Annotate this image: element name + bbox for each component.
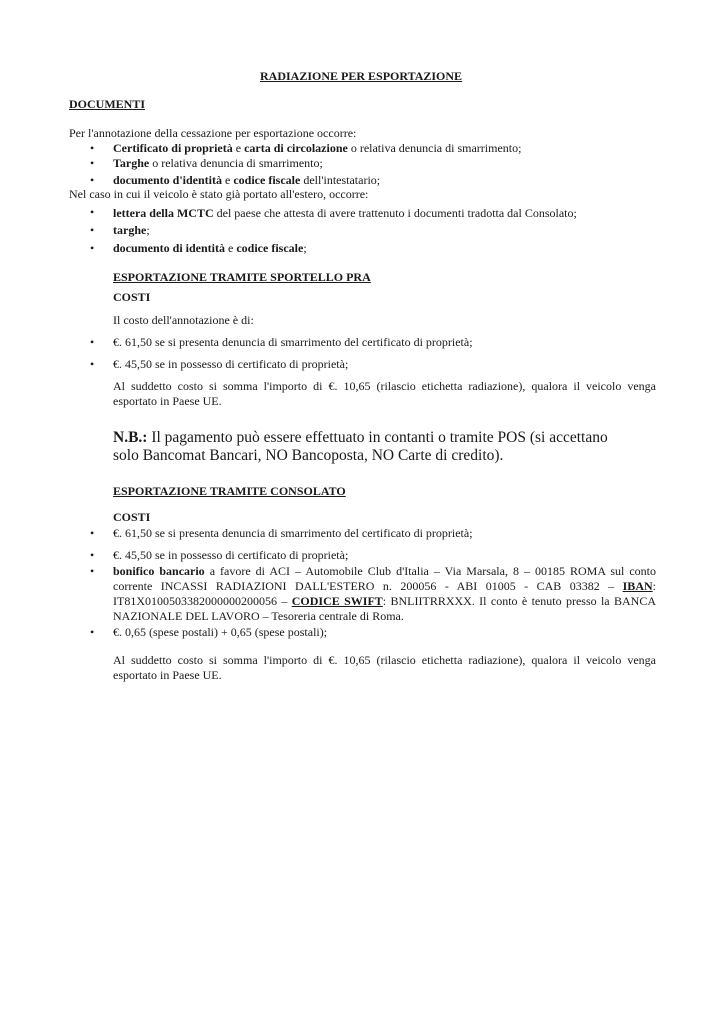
cost-item: €. 45,50 se in possesso di certificato di proprietà;: [113, 357, 349, 371]
bullet-icon: •: [90, 223, 95, 237]
bold-text: carta di circolazione: [244, 141, 348, 155]
list-item: [113, 173, 380, 188]
text-run: : BNLIITRRXXX. Il conto è tenuto presso la BANCA NAZIONALE DEL LAVORO – Tesoreria centrale di Roma.: [113, 594, 657, 623]
bold-text: IBAN: [622, 579, 653, 593]
text-run: del paese che attesta di avere trattenuto i documenti tradotta dal Consolato;: [213, 206, 577, 220]
bold-text: targhe: [113, 223, 147, 237]
bullet-icon: •: [90, 526, 95, 540]
text-run: o relativa denuncia di smarrimento;: [149, 156, 323, 170]
text-run: a favore di ACI – Automobile Club d'Italia – Via Marsala, 8 – 00185 ROMA sul conto corrente INCASSI RADIAZIONI DALL'ESTERO n. 200056 - ABI 01005 - CAB 03382 –: [113, 564, 657, 593]
consulate-section-heading: ESPORTAZIONE TRAMITE CONSOLATO: [113, 484, 346, 498]
bullet-icon: •: [90, 548, 95, 562]
document-title: RADIAZIONE PER ESPORTAZIONE: [260, 69, 463, 83]
bank-transfer-details: [113, 564, 656, 624]
bullet-icon: •: [90, 335, 95, 349]
consulate-extra-cost: Al suddetto costo si somma l'importo di €. 10,65 (rilascio etichetta radiazione), qualora il veicolo venga esportato in Paese UE.: [113, 653, 656, 682]
bullet-icon: •: [90, 357, 95, 371]
payment-note: [113, 428, 608, 447]
cost-item: €. 61,50 se si presenta denuncia di smarrimento del certificato di proprietà;: [113, 526, 473, 540]
text-run: : IT81X0100503382000000200056 –: [113, 579, 656, 608]
bullet-icon: •: [90, 205, 95, 219]
pra-section-heading: ESPORTAZIONE TRAMITE SPORTELLO PRA: [113, 270, 371, 284]
bullet-icon: •: [90, 625, 95, 639]
abroad-intro-text: Nel caso in cui il veicolo è stato già portato all'estero, occorre:: [69, 187, 369, 201]
bullet-icon: •: [90, 173, 95, 187]
pra-costs-heading: COSTI: [113, 290, 151, 304]
note-line-1: Il pagamento può essere effettuato in contanti o tramite POS (si accettano: [147, 429, 608, 446]
bold-text: documento d'identità: [113, 173, 223, 187]
text-run: o relativa denuncia di smarrimento;: [347, 141, 522, 155]
bold-text: lettera della MCTC: [113, 206, 214, 220]
list-item: [113, 206, 577, 221]
bold-text: codice fiscale: [233, 173, 301, 187]
bold-text: Targhe: [113, 156, 150, 170]
pra-extra-cost: Al suddetto costo si somma l'importo di €. 10,65 (rilascio etichetta radiazione), qualora il veicolo venga esportato in Paese UE.: [113, 379, 656, 408]
text-run: ;: [303, 241, 307, 255]
text-run: ;: [146, 223, 150, 237]
bold-text: Certificato di proprietà: [113, 141, 233, 155]
pra-cost-intro: Il costo dell'annotazione è di:: [113, 313, 254, 327]
bold-text: documento di identità: [113, 241, 226, 255]
note-line-2: solo Bancomat Bancari, NO Bancoposta, NO Carte di credito).: [113, 447, 504, 464]
text-run: e: [222, 173, 234, 187]
note-label: N.B.:: [113, 429, 148, 446]
intro-text: Per l'annotazione della cessazione per esportazione occorre:: [69, 126, 357, 140]
documents-heading: DOCUMENTI: [69, 97, 146, 111]
postal-cost-item: €. 0,65 (spese postali) + 0,65 (spese postali);: [113, 625, 328, 639]
cost-item: €. 61,50 se si presenta denuncia di smarrimento del certificato di proprietà;: [113, 335, 473, 349]
bold-text: bonifico bancario: [113, 564, 205, 578]
bullet-icon: •: [90, 241, 95, 255]
list-item: [113, 241, 307, 256]
bullet-icon: •: [90, 564, 95, 578]
bold-text: codice fiscale: [236, 241, 304, 255]
text-run: e: [225, 241, 237, 255]
text-run: dell'intestatario;: [300, 173, 381, 187]
bold-text: CODICE SWIFT: [291, 594, 383, 608]
list-item: [113, 223, 150, 238]
consulate-costs-heading: COSTI: [113, 510, 151, 524]
list-item: [113, 156, 323, 171]
bullet-icon: •: [90, 156, 95, 170]
text-run: e: [232, 141, 245, 155]
list-item: [113, 141, 521, 156]
cost-item: €. 45,50 se in possesso di certificato di proprietà;: [113, 548, 349, 562]
bullet-icon: •: [90, 141, 95, 155]
